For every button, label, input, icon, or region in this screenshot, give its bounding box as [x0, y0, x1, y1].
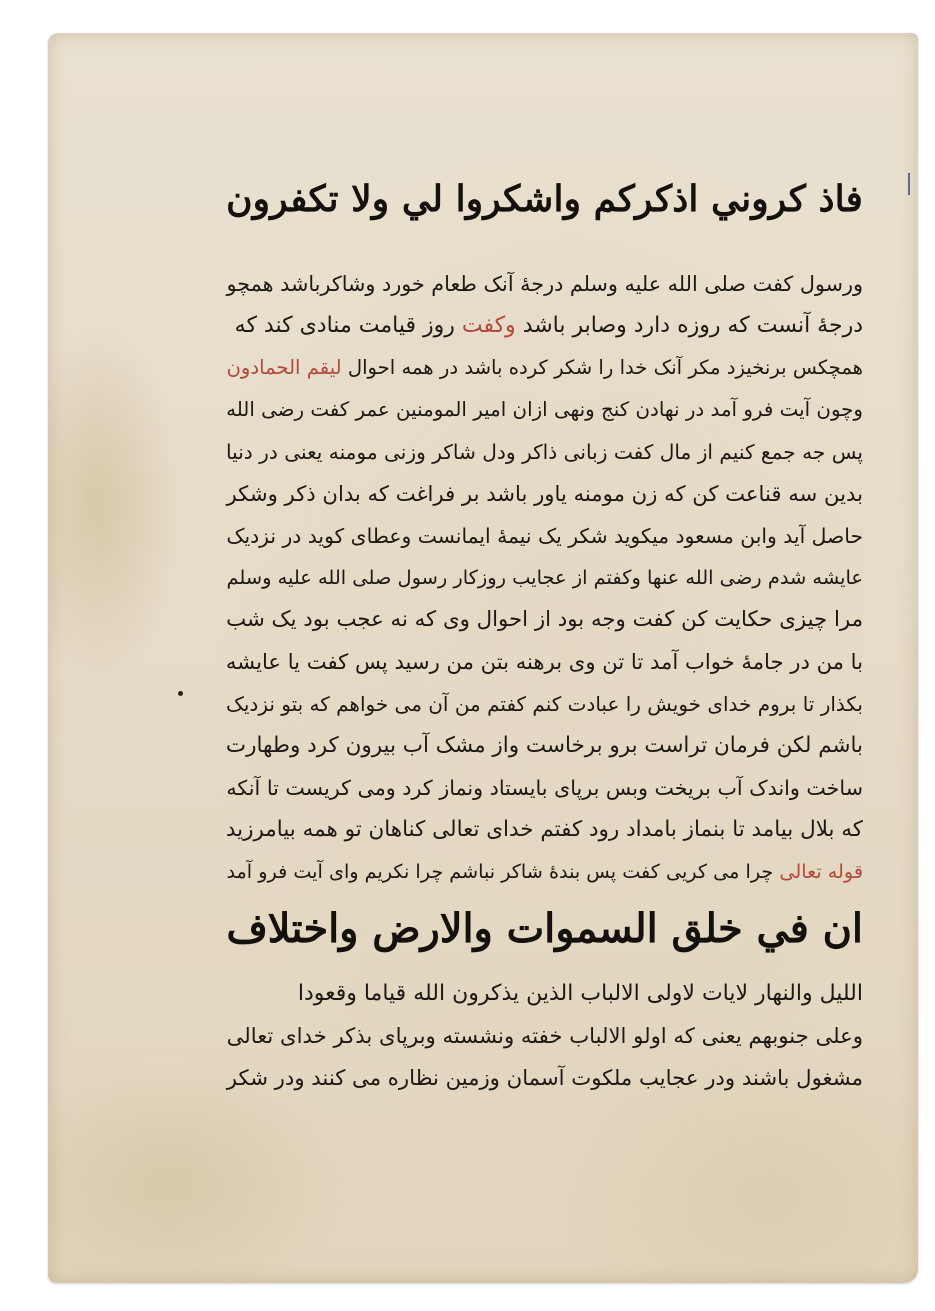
text-line-17: وعلی جنوبهم یعنی که اولو الالباب خفته ونشسته وبرپای بذکر خدای تعالی [226, 1023, 863, 1048]
edge-mark [908, 173, 910, 195]
text-line-3: همچکس برنخیزد مکر آنک خدا را شکر کرده باشد در همه احوال لیقم الحمادون [226, 356, 863, 379]
text-line-6: بدین سه قناعت کن که زن مومنه یاور باشد بر فراغت که بدان ذکر وشکر [226, 481, 863, 506]
text-block [213, 143, 863, 1143]
text-line-1: ورسول كفت صلی الله علیه وسلم درجهٔ آنک طعام خورد وشاکرباشد همچو [226, 272, 863, 296]
text-line-13: ساخت واندک آب بریخت وبس برپای بایستاد ونماز کرد ومی کریست تا آنکه [226, 776, 863, 800]
text-line-14: که بلال بیامد تا بنماز بامداد رود کفتم خدای تعالی کناهان تو همه بیامرزید [225, 817, 863, 842]
rubric-text: وکفت [461, 313, 516, 338]
rubric-text: قوله تعالی [779, 860, 863, 883]
text-line-11: بکذار تا بروم خدای خویش را عبادت کنم کفتم من آن می خواهم که بتو نزدیک [225, 692, 863, 716]
text-line-4: وچون آیت فرو آمد در نهادن کنج ونهی ازان امیر المومنین عمر کفت رضی الله [226, 398, 863, 421]
text-line-18: مشغول باشند ودر عجایب ملکوت آسمان وزمین نظاره می کنند ودر شکر [226, 1065, 863, 1090]
heading-bottom: ان في خلق السموات والارض واختلاف [226, 906, 863, 952]
rubric-text: لیقم الحمادون [226, 356, 342, 379]
text-line-15: قوله تعالی چرا می کریی کفت پس بندهٔ شاکر نباشم چرا نکریم وای آیت فرو آمد [226, 860, 863, 883]
text-line-2: درجهٔ آنست که روزه دارد وصابر باشد وکفت روز قیامت منادی کند که [234, 313, 863, 338]
text-line-7: حاصل آید وابن مسعود میکوید شکر یک نیمهٔ ایمانست وعطای کوید در نزدیک [226, 524, 863, 548]
text-line-16: اللیل والنهار لایات لاولی الالباب الذین یذکرون الله قیاما وقعودا [297, 981, 863, 1006]
margin-dot [178, 691, 183, 696]
heading-top: فاذ كروني اذكركم واشكروا لي ولا تكفرون [226, 177, 863, 220]
text-line-10: با من در جامهٔ خواب آمد تا تن وی برهنه بتن من رسید پس کفت یا عایشه [225, 649, 863, 674]
text-line-8: عایشه شدم رضی الله عنها وکفتم از عجایب روزکار رسول صلی الله علیه وسلم [226, 566, 863, 589]
text-line-9: مرا چیزی حکایت کن کفت وجه بود از احوال وی که نه عجب بود یک شب [226, 607, 863, 632]
manuscript-folio [48, 33, 918, 1283]
text-line-5: پس جه جمع کنیم از مال کفت زبانی ذاکر ودل شاکر وزنی مومنه یعنی در دنیا [225, 440, 863, 464]
text-line-12: باشم لکن فرمان تراست برو برخاست واز مشک آب بیرون کرد وطهارت [225, 733, 863, 758]
